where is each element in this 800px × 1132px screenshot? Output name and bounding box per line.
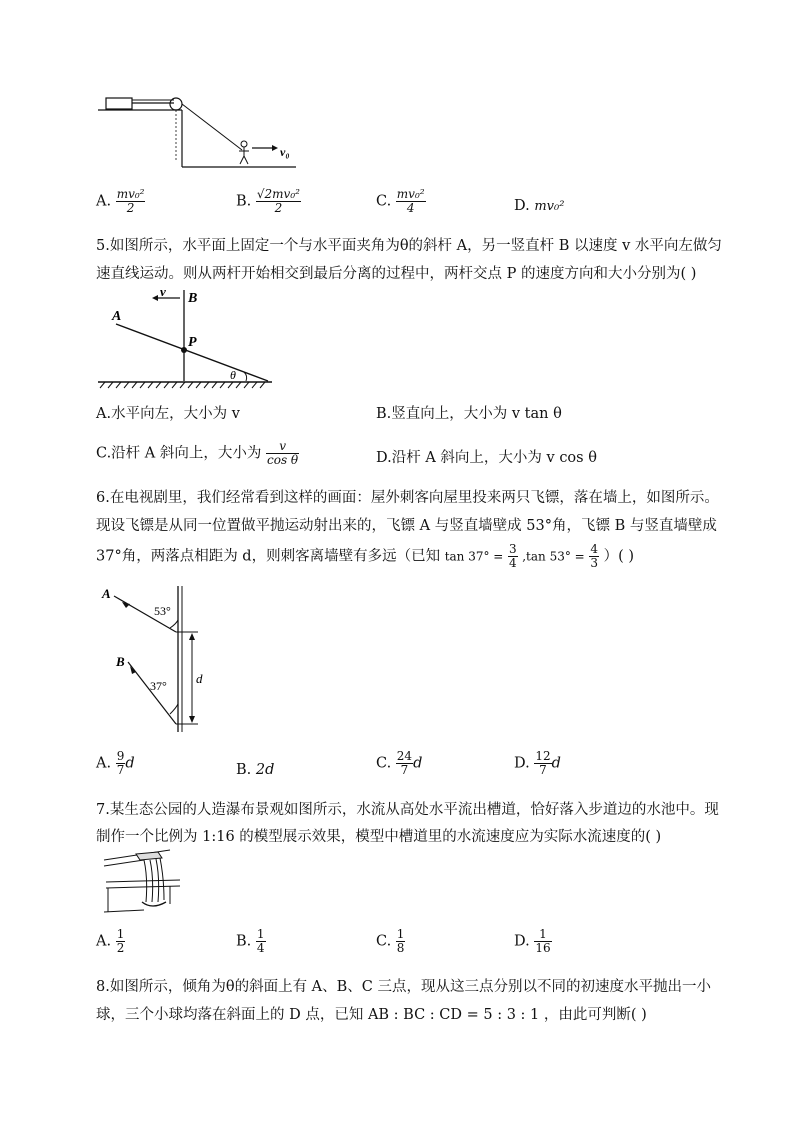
q4-figure [96,92,296,172]
q5-stem-line2: 速直线运动。则从两杆开始相交到最后分离的过程中，两杆交点 P 的速度方向和大小分别为( ) [96,266,697,282]
q6-37-label: 37° [150,679,167,693]
option-label: D. [514,933,530,950]
option-tail: d [551,755,561,772]
fraction: $\frac{24}{7}$ [396,749,413,777]
option-label: A. [96,755,112,772]
q4-option-b[interactable] [236,188,301,215]
option-label: C. [376,193,392,210]
q5-figure [96,286,276,392]
fraction: $\frac{\text{√2mv₀²}}{2}$ [256,187,300,215]
q5-option-d[interactable]: D.沿杆 A 斜向上，大小为 v cos θ [376,450,597,466]
q6-stem-line3 [96,543,634,570]
q4-v0-label: v₀ [280,145,290,159]
fraction: $\frac{1}{16}$ [535,927,551,955]
q7-option-d[interactable] [514,928,552,955]
q6-stem-line1: 6.在电视剧里，我们经常看到这样的画面：屋外刺客向屋里投来两只飞镖，落在墙上，如图所示。 [96,490,719,506]
q7-option-c[interactable] [376,928,405,955]
q5-option-b[interactable]: B.竖直向上，大小为 v tan θ [376,406,562,422]
q7-waterfall-figure [100,848,182,916]
text: 37°角，两落点相距为 d，则刺客离墙壁有多远（已知 [96,548,441,565]
fraction: $\frac{3}{4}$ [508,542,517,570]
q6-option-c[interactable] [376,750,422,777]
text: tan 37° = [444,549,504,564]
q5-theta-label: θ [230,368,236,382]
q4-option-d[interactable] [514,198,564,214]
option-label: D. [514,198,530,214]
option-label: C. [376,933,392,950]
q4-option-c[interactable] [376,188,426,215]
text: ,tan 53° = [522,549,585,564]
q5-stem-line1: 5.如图所示，水平面上固定一个与水平面夹角为θ的斜杆 A，另一竖直杆 B 以速度 v 水平向左做匀 [96,238,722,254]
q6-d-label: d [196,671,203,686]
q8-stem-line1: 8.如图所示，倾角为θ的斜面上有 A、B、C 三点，现从这三点分别以不同的初速度水平抛出一小 [96,979,712,995]
fraction: $\frac{v}{\text{cos θ}}$ [267,439,299,467]
q6-53-label: 53° [154,604,171,618]
q5-option-c[interactable] [96,440,299,467]
q6-option-a[interactable] [96,750,135,777]
fraction: $\frac{1}{8}$ [396,927,405,955]
q6-figure [96,584,216,734]
option-label: B. [236,762,252,778]
q6-B-label: B [116,654,125,669]
q6-option-d[interactable] [514,750,561,777]
q6-stem-line2: 现设飞镖是从同一位置做平抛运动射出来的，飞镖 A 与竖直墙壁成 53°角，飞镖 B 与竖直墙壁成 [96,518,717,534]
fraction: $\frac{4}{3}$ [590,542,598,570]
fraction: $\frac{\text{mv₀²}}{4}$ [396,187,425,215]
q4-option-a[interactable] [96,188,145,215]
q5-P-label: P [188,335,197,350]
q5-option-a[interactable]: A.水平向左，大小为 v [96,406,240,422]
q6-A-label: A [102,586,111,601]
q5-B-label: B [188,291,198,306]
option-expr: mv₀² [534,199,565,214]
option-expr: 2d [255,762,275,778]
option-label: B. [236,193,252,210]
option-label: A. [96,193,112,210]
fraction: $\frac{1}{4}$ [256,927,265,955]
q8-stem-line2: 球，三个小球均落在斜面上的 D 点，已知 AB : BC : CD = 5 : 3 : 1 ，由此可判断( ) [96,1007,647,1023]
option-text: C.沿杆 A 斜向上，大小为 [96,445,262,462]
text: ）( ) [603,548,635,565]
option-label: C. [376,755,392,772]
q6-option-b[interactable] [236,762,274,778]
option-label: D. [514,755,530,772]
q7-option-a[interactable] [96,928,125,955]
q5-A-label: A [112,309,122,324]
option-label: A. [96,933,112,950]
q7-option-b[interactable] [236,928,266,955]
fraction: $\frac{12}{7}$ [535,749,551,777]
q5-v-label: v [160,286,166,299]
q7-stem-line2: 制作一个比例为 1:16 的模型展示效果，模型中槽道里的水流速度应为实际水流速度的( ) [96,829,662,845]
fraction: $\frac{9}{7}$ [116,749,125,777]
option-tail: d [125,755,135,772]
option-tail: d [413,755,423,772]
q7-stem-line1: 7.某生态公园的人造瀑布景观如图所示，水流从高处水平流出槽道，恰好落入步道边的水池中。现 [96,802,719,818]
fraction: $\frac{\text{mv₀²}}{2}$ [116,187,145,215]
fraction: $\frac{1}{2}$ [116,927,125,955]
option-label: B. [236,933,252,950]
